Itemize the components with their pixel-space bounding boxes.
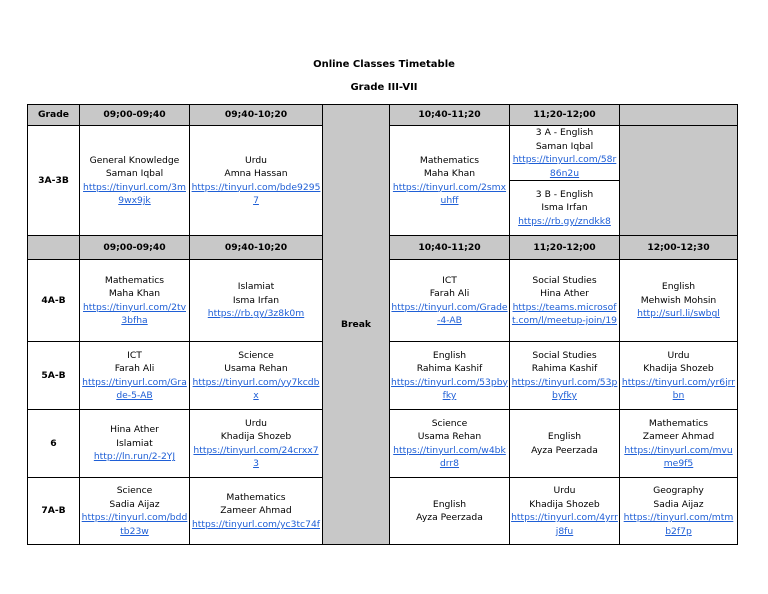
- grade-cell: 6: [28, 410, 80, 478]
- class-cell: [190, 260, 323, 342]
- teacher: Farah Ali: [114, 363, 155, 374]
- class-cell: [190, 410, 323, 478]
- empty-header-cell: [620, 105, 738, 126]
- class-link[interactable]: https://tinyurl.com/yr6jrrbn: [621, 376, 736, 401]
- subject: Science: [431, 417, 468, 429]
- class-cell: [510, 126, 620, 181]
- class-cell: [620, 410, 738, 478]
- header-row: [28, 105, 738, 126]
- subject: Mathematics: [648, 417, 709, 429]
- class-link[interactable]: https://tinyurl.com/w4bkdrr8: [393, 444, 506, 469]
- break-column: Break: [323, 105, 390, 545]
- subject: Urdu: [553, 485, 576, 496]
- subject: English: [432, 349, 467, 361]
- class-cell: [510, 410, 620, 478]
- class-link[interactable]: http://ln.run/2-2YJ: [93, 451, 176, 463]
- subject: English: [661, 281, 696, 293]
- class-link[interactable]: https://tinyurl.com/bde92957: [191, 181, 321, 206]
- grade-cell: 3A-3B: [28, 126, 80, 236]
- class-link[interactable]: https://tinyurl.com/Grade-5-AB: [82, 376, 187, 401]
- subject: Science: [238, 349, 274, 361]
- subject: English: [432, 498, 467, 510]
- teacher: Ayza Peerzada: [531, 444, 598, 456]
- teacher: Khadija Shozeb: [529, 498, 600, 510]
- teacher: Maha Khan: [108, 288, 161, 299]
- class-cell: [390, 260, 510, 342]
- class-cell: [510, 181, 620, 236]
- subject: English: [547, 431, 582, 442]
- timetable: [27, 104, 738, 545]
- class-link[interactable]: https://tinyurl.com/bddtb23w: [81, 512, 188, 537]
- class-link[interactable]: https://tinyurl.com/4yrrj8fu: [511, 512, 618, 537]
- class-cell: [620, 342, 738, 410]
- teacher: Usama Rehan: [417, 431, 482, 442]
- class-link[interactable]: https://tinyurl.com/Grade-4-AB: [391, 301, 508, 326]
- teacher: Saman Iqbal: [105, 168, 164, 179]
- class-link[interactable]: https://tinyurl.com/3m9wx9jk: [83, 181, 186, 206]
- teacher: Mehwish Mohsin: [640, 294, 717, 306]
- class-cell: [510, 342, 620, 410]
- teacher: Isma Irfan: [232, 294, 280, 306]
- teacher: Zameer Ahmad: [642, 431, 715, 442]
- time-header: 11;20-12;00: [510, 236, 620, 260]
- class-cell: [80, 410, 190, 478]
- class-cell: [80, 126, 190, 236]
- class-link[interactable]: https://tinyurl.com/mvume9f5: [624, 444, 733, 469]
- time-header: 12;00-12;30: [620, 236, 738, 260]
- subject: General Knowledge: [89, 154, 180, 166]
- teacher: Hina Ather: [540, 288, 589, 299]
- class-cell: [620, 478, 738, 545]
- time-header: 09;00-09;40: [80, 105, 190, 126]
- subject: Mathematics: [226, 491, 286, 503]
- teacher: Sadia Aijaz: [109, 498, 160, 510]
- class-cell: [390, 410, 510, 478]
- class-cell: [510, 478, 620, 545]
- teacher: Isma Irfan: [541, 202, 588, 214]
- subject: Social Studies: [532, 349, 597, 361]
- time-header: 09;00-09;40: [80, 236, 190, 260]
- class-cell: [190, 478, 323, 545]
- teacher: Khadija Shozeb: [220, 431, 292, 442]
- class-cell: [510, 260, 620, 342]
- class-cell: [190, 342, 323, 410]
- class-link[interactable]: https://rb.gy/3z8k0m: [207, 308, 305, 320]
- time-header: 11;20-12;00: [510, 105, 620, 126]
- class-link[interactable]: https://tinyurl.com/mtmb2f7p: [623, 512, 734, 537]
- teacher: Farah Ali: [429, 288, 470, 299]
- class-link[interactable]: https://tinyurl.com/24crxx73: [193, 444, 319, 469]
- grade-cell: 7A-B: [28, 478, 80, 545]
- subject: Science: [116, 485, 153, 496]
- class-link[interactable]: https://tinyurl.com/53pbyfky: [511, 376, 618, 401]
- subject: 3 A - English: [535, 127, 594, 138]
- class-link[interactable]: https://tinyurl.com/yc3tc74f: [191, 518, 321, 530]
- class-link[interactable]: https://rb.gy/zndkk8: [518, 215, 611, 227]
- time-header: 10;40-11;20: [390, 236, 510, 260]
- subject: Urdu: [245, 154, 267, 166]
- subject: ICT: [127, 349, 142, 361]
- subject: Social Studies: [532, 274, 597, 286]
- subject: ICT: [442, 274, 457, 286]
- grade-cell: 4A-B: [28, 260, 80, 342]
- empty-header-cell: [28, 236, 80, 260]
- empty-cell: [620, 126, 738, 236]
- subject: Mathematics: [419, 154, 480, 166]
- teacher: Amna Hassan: [224, 168, 288, 179]
- class-cell: [80, 260, 190, 342]
- subject: Geography: [653, 485, 704, 496]
- class-cell: [80, 478, 190, 545]
- class-cell: [390, 342, 510, 410]
- page-title: Online Classes Timetable: [313, 59, 455, 70]
- subject: Mathematics: [104, 274, 165, 286]
- teacher: Maha Khan: [423, 168, 476, 179]
- teacher: Zameer Ahmad: [220, 505, 292, 517]
- teacher: Usama Rehan: [224, 363, 288, 374]
- teacher: Khadija Shozeb: [643, 363, 714, 374]
- teacher: Saman Iqbal: [535, 140, 594, 152]
- subject: Islamiat: [237, 281, 275, 293]
- subject: Urdu: [245, 417, 267, 429]
- subject: Urdu: [667, 349, 690, 361]
- class-link[interactable]: https://tinyurl.com/2smxuhff: [392, 181, 507, 206]
- teacher: Hina Ather: [110, 424, 159, 436]
- teacher: Sadia Aijaz: [653, 498, 704, 510]
- teacher: Ayza Peerzada: [416, 512, 483, 523]
- subject: Islamiat: [116, 437, 153, 449]
- subject: 3 B - English: [535, 188, 594, 200]
- class-cell: [80, 342, 190, 410]
- class-cell: [620, 260, 738, 342]
- class-cell: [190, 126, 323, 236]
- class-link[interactable]: https://tinyurl.com/2tv3bfha: [82, 301, 187, 326]
- class-link[interactable]: https://tinyurl.com/58r86n2u: [512, 154, 617, 179]
- grade-cell: 5A-B: [28, 342, 80, 410]
- teacher: Rahima Kashif: [531, 363, 598, 374]
- class-link[interactable]: https://teams.microsoft.com/l/meetup-join/19: [511, 301, 618, 326]
- grade-header: Grade: [28, 105, 80, 126]
- class-link[interactable]: https://tinyurl.com/53pbyfky: [391, 376, 508, 401]
- time-header: 10;40-11;20: [390, 105, 510, 126]
- teacher: Rahima Kashif: [416, 363, 483, 374]
- class-link[interactable]: http://surl.li/swbgl: [637, 308, 720, 320]
- class-cell: [390, 478, 510, 545]
- page-subtitle: Grade III-VII: [350, 82, 418, 93]
- time-header: 09;40-10;20: [190, 236, 323, 260]
- time-header: 09;40-10;20: [190, 105, 323, 126]
- class-link[interactable]: https://tinyurl.com/yy7kcdbx: [192, 376, 320, 401]
- class-cell: [390, 126, 510, 236]
